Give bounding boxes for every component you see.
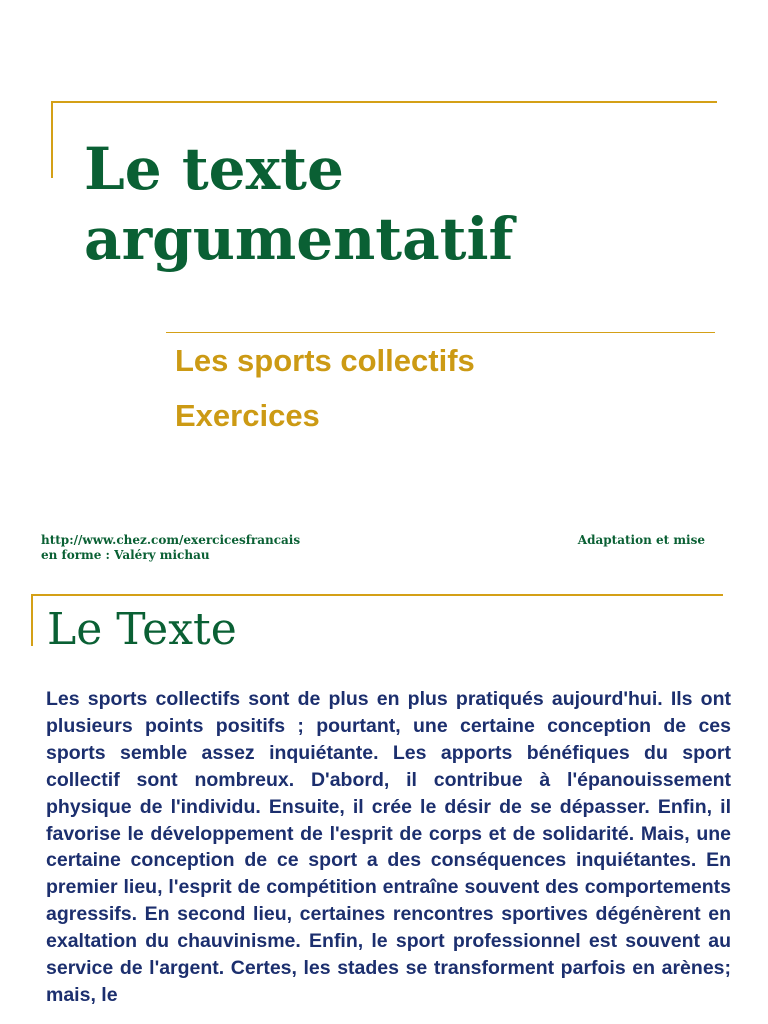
source-url: http://www.chez.com/exercicesfrancais bbox=[41, 533, 301, 547]
author-credit-continued: en forme : Valéry michau bbox=[41, 548, 210, 562]
author-credit: Adaptation et mise bbox=[577, 533, 705, 547]
decorative-rule-left-2 bbox=[31, 594, 33, 646]
section-title: Le Texte bbox=[47, 604, 237, 655]
decorative-rule-top-2 bbox=[31, 594, 723, 596]
slide-title bbox=[84, 134, 513, 274]
subtitle-exercices: Exercices bbox=[175, 398, 320, 433]
title-line-1: Le texte bbox=[84, 135, 344, 203]
decorative-rule-top bbox=[51, 101, 717, 103]
subtitle-divider bbox=[166, 332, 715, 333]
subtitle-sports: Les sports collectifs bbox=[175, 343, 475, 378]
slide-text-page bbox=[0, 580, 768, 1024]
argumentative-text-body: Les sports collectifs sont de plus en plus pratiqués aujourd'hui. Ils ont plusieurs points positifs ; pourtant, une certaine conception de ces sports semble assez inquiétante. Les apports bénéfiques du sport collectif sont nombreux. D'abord, il contribue à l'épanouissement physique de l'individu. Ensuite, il crée le désir de se dépasser. Enfin, il favorise le développement de l'esprit de corps et de solidarité. Mais, une certaine conception de ce sport a des conséquences inquiétantes. En premier lieu, l'esprit de compétition entraîne souvent des comportements agressifs. En second lieu, certaines rencontres sportives dégénèrent en exaltation du chauvinisme. Enfin, le sport professionnel est souvent au service de l'argent. Certes, les stades se transforment parfois en arènes; mais, le bbox=[46, 688, 731, 1006]
title-line-2: argumentatif bbox=[84, 205, 514, 273]
slide-footer bbox=[41, 533, 705, 563]
decorative-rule-left bbox=[51, 101, 53, 178]
